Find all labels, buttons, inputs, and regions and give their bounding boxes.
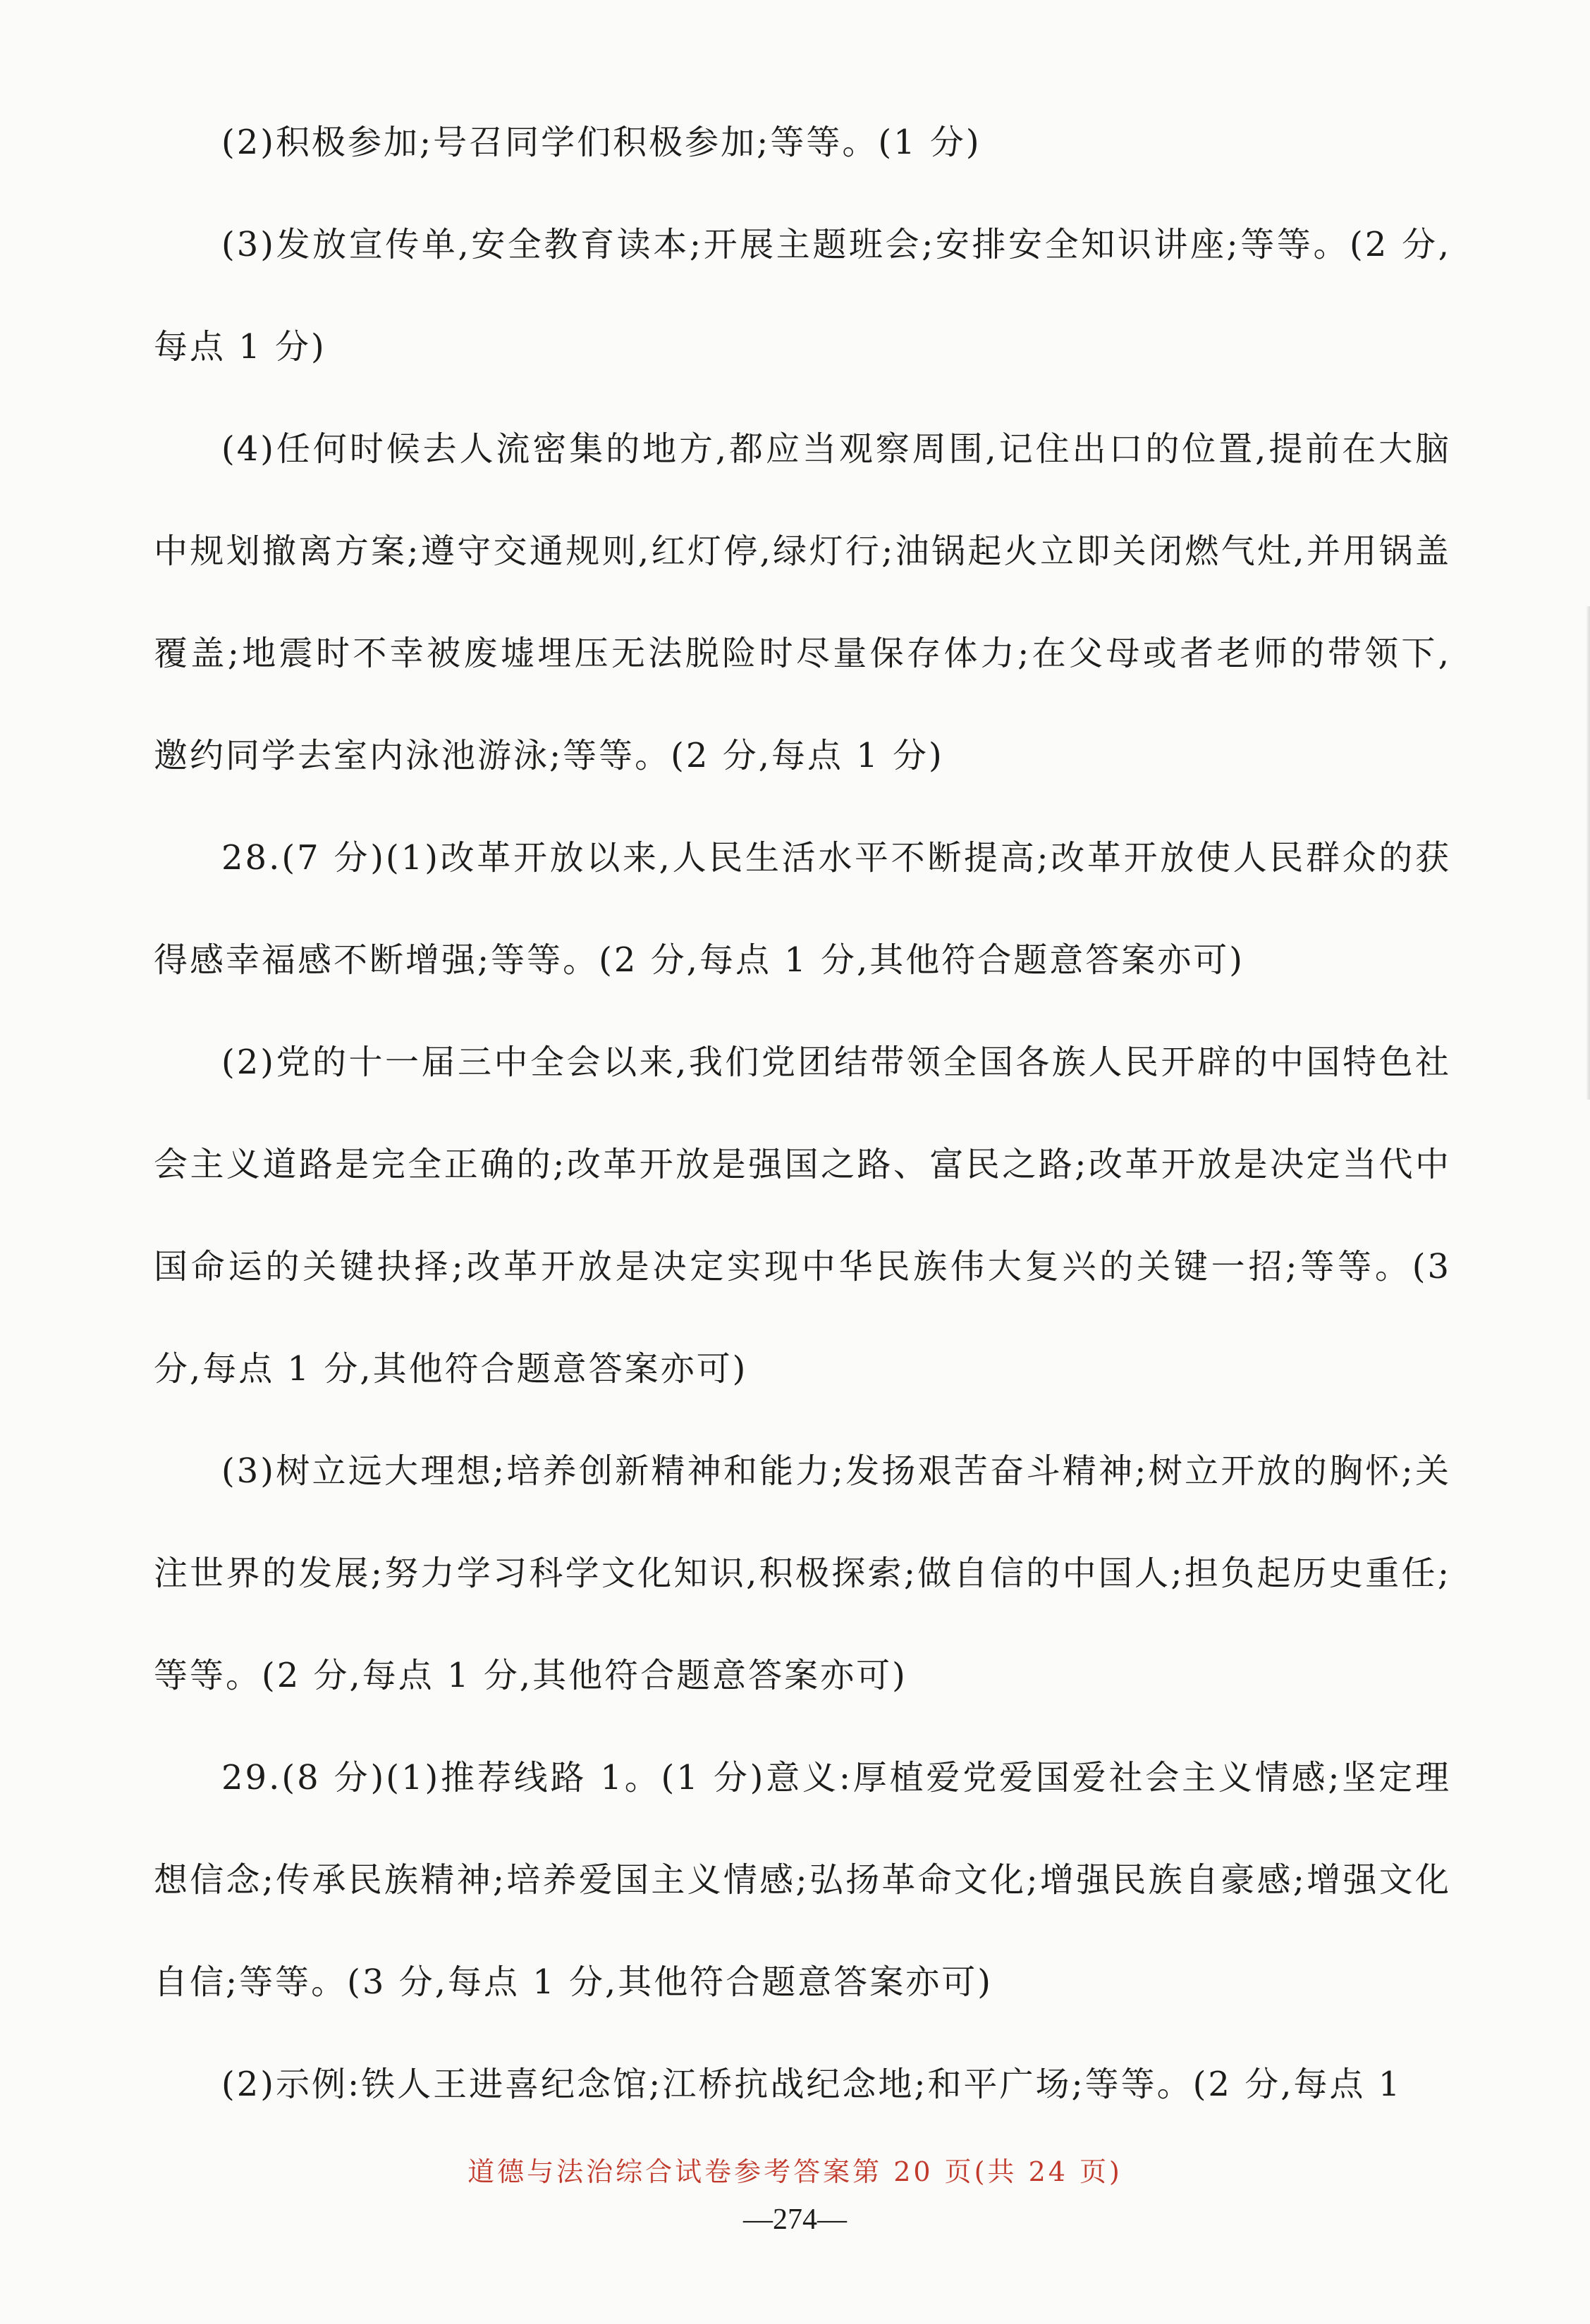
answer-paragraph: (4)任何时候去人流密集的地方,都应当观察周围,记住出口的位置,提前在大脑中规划撤离方案;遵守交通规则,红灯停,绿灯行;油锅起火立即关闭燃气灶,并用锅盖覆盖;地震时不幸被废墟埋压无法脱险时尽量保存体力;在父母或者老师的带领下,邀约同学去室内泳池游泳;等等。(2 分,每点 1 分)	[154, 429, 1451, 775]
answer-paragraph: (3)树立远大理想;培养创新精神和能力;发扬艰苦奋斗精神;树立开放的胸怀;关注世界的发展;努力学习科学文化知识,积极探索;做自信的中国人;担负起历史重任;等等。(2 分,每点 1 分,其他符合题意答案亦可)	[154, 1451, 1451, 1695]
answer-paragraph: 28.(7 分)(1)改革开放以来,人民生活水平不断提高;改革开放使人民群众的获得感幸福感不断增强;等等。(2 分,每点 1 分,其他符合题意答案亦可)	[154, 838, 1451, 980]
answer-paragraph: (3)发放宣传单,安全教育读本;开展主题班会;安排安全知识讲座;等等。(2 分,每点 1 分)	[154, 225, 1451, 367]
footer-title: 道德与法治综合试卷参考答案第 20 页(共 24 页)	[467, 2156, 1123, 2187]
page-number: —274—	[743, 2203, 847, 2236]
answer-paragraph: (2)党的十一届三中全会以来,我们党团结带领全国各族人民开辟的中国特色社会主义道路是完全正确的;改革开放是强国之路、富民之路;改革开放是决定当代中国命运的关键抉择;改革开放是决定实现中华民族伟大复兴的关键一招;等等。(3 分,每点 1 分,其他符合题意答案亦可)	[154, 1043, 1451, 1389]
answer-text	[154, 92, 1451, 2136]
answer-paragraph: 29.(8 分)(1)推荐线路 1。(1 分)意义:厚植爱党爱国爱社会主义情感;坚定理想信念;传承民族精神;培养爱国主义情感;弘扬革命文化;增强民族自豪感;增强文化自信;等等。(3 分,每点 1 分,其他符合题意答案亦可)	[154, 1758, 1451, 2002]
answer-paragraph: (2)示例:铁人王进喜纪念馆;江桥抗战纪念地;和平广场;等等。(2 分,每点 1	[221, 2065, 1402, 2104]
answer-paragraph: (2)积极参加;号召同学们积极参加;等等。(1 分)	[221, 123, 981, 162]
scan-edge-shadow	[1586, 606, 1590, 1100]
